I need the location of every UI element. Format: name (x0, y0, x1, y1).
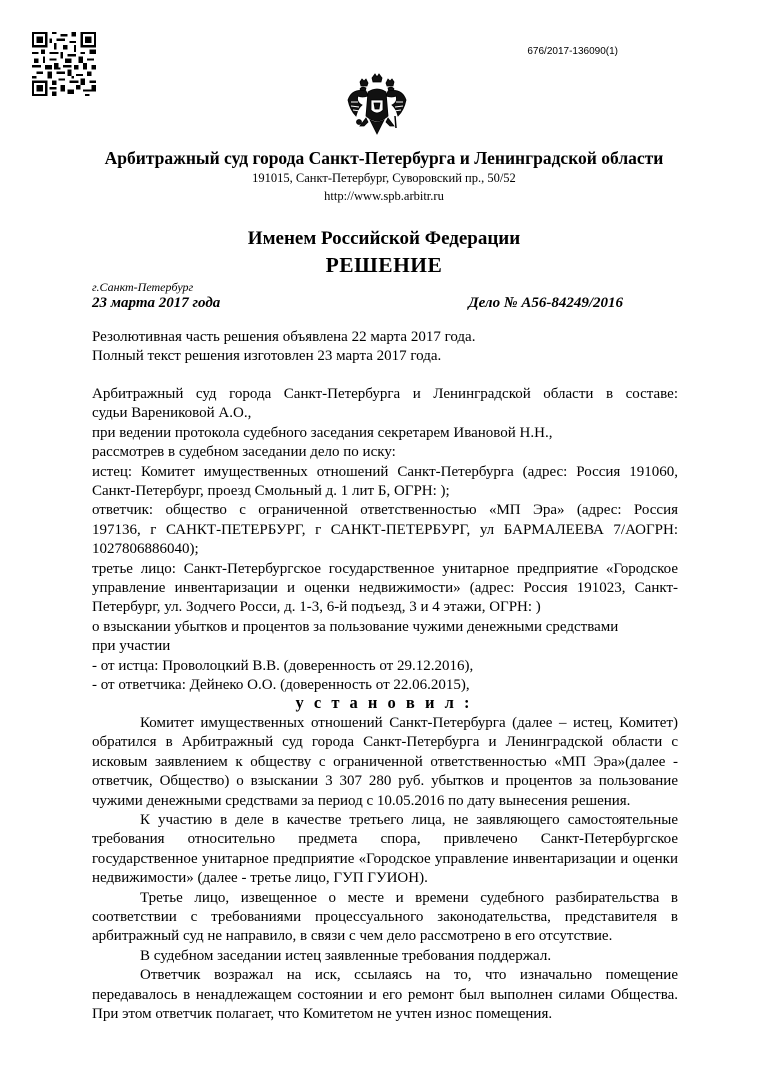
court-url: http://www.spb.arbitr.ru (324, 189, 444, 203)
document-number: 676/2017-136090(1) (527, 46, 618, 57)
composition-line: истец: Комитет имущественных отношений Санкт-Петербурга (адрес: Россия 191060, (92, 463, 678, 480)
composition-line: третье лицо: Санкт-Петербургское государственное унитарное предприятие «Городское (92, 560, 678, 577)
in-name-of-heading: Именем Российской Федерации (247, 228, 521, 249)
composition-line: ответчик: общество с ограниченной ответственностью «МП Эра» (адрес: Россия (92, 502, 678, 519)
composition-line: 197136, г САНКТ-ПЕТЕРБУРГ, г САНКТ-ПЕТЕРБУРГ, ул БАРМАЛЕЕВА 7/АОГРН: (92, 521, 678, 538)
dates-block (92, 328, 678, 367)
paragraph: Третье лицо, извещенное о месте и времени судебного разбирательства в соответствии с требованиями процессуального законодательства, представителя в арбитражный суд не направило, в связи с чем дело рассмотрено в его отсутствие. (92, 889, 678, 945)
composition-line: о взыскании убытков и процентов за пользование чужими денежными средствами (92, 618, 619, 635)
established-heading: у с т а н о в и л : (295, 693, 473, 712)
composition-block (92, 385, 678, 696)
composition-line: - от ответчика: Дейнеко О.О. (доверенность от 22.06.2015), (92, 677, 470, 694)
composition-line: при участии (92, 638, 171, 655)
case-number: Дело № А56-84249/2016 (468, 295, 623, 311)
court-name: Арбитражный суд города Санкт-Петербурга и Ленинградской области (104, 148, 664, 168)
decision-title: РЕШЕНИЕ (325, 253, 443, 277)
paragraph: Комитет имущественных отношений Санкт-Петербурга (далее – истец, Комитет) обратился в Арбитражный суд города Санкт-Петербурга и Ленинградской области с исковым заявлением к обществу с ограниченной ответственностью «МП Эра»(далее - ответчик, Общество) о взыскании 3 307 280 руб. убытков и процентов за пользование чужими денежными средствами за период с 10.05.2016 по дату вынесения решения. (92, 715, 678, 809)
established-text (92, 714, 678, 1025)
paragraph: Ответчик возражал на иск, ссылаясь на то, что изначально помещение передавалось в ненадлежащем состоянии и его ремонт был выполнен силами Общества. При этом ответчик полагает, что Комитетом не учтен износ помещения. (92, 967, 678, 1023)
qr-code (32, 32, 96, 96)
paragraph: К участию в деле в качестве третьего лица, не заявляющего самостоятельные требования относительно предмета спора, привлечено Санкт-Петербургское государственное унитарное предприятие «Городское управление инвентаризации и оценки недвижимости» (далее - третье лицо, ГУП ГУИОН). (92, 812, 678, 887)
city: г.Санкт-Петербург (92, 280, 194, 294)
composition-line: управление инвентаризации и оценки недвижимости» (адрес: Россия 191023, Санкт- (92, 580, 678, 597)
composition-line: - от истца: Проволоцкий В.В. (доверенность от 29.12.2016), (92, 657, 474, 674)
composition-line: Арбитражный суд города Санкт-Петербурга и Ленинградской области в составе: (92, 386, 678, 402)
composition-line: рассмотрев в судебном заседании дело по иску: (92, 444, 396, 461)
decision-date: 23 марта 2017 года (92, 295, 221, 311)
coat-of-arms-icon (346, 72, 408, 140)
dates-line: Резолютивная часть решения объявлена 22 марта 2017 года. (92, 329, 476, 345)
composition-line: при ведении протокола судебного заседания секретарем Ивановой Н.Н., (92, 424, 553, 441)
dates-line: Полный текст решения изготовлен 23 марта 2017 года. (92, 348, 442, 365)
composition-line: Санкт-Петербург, проезд Смольный д. 1 лит Б, ОГРН: ); (92, 483, 450, 500)
composition-line: Петербург, ул. Зодчего Росси, д. 1-3, 6-й подъезд, 3 и 4 этажи, ОГРН: ) (92, 599, 541, 616)
paragraph: В судебном заседании истец заявленные требования поддержал. (140, 947, 552, 964)
court-address: 191015, Санкт-Петербург, Суворовский пр., 50/52 (252, 171, 516, 185)
composition-line: судьи Варениковой А.О., (92, 405, 252, 422)
composition-line: 1027806886040); (92, 541, 199, 558)
